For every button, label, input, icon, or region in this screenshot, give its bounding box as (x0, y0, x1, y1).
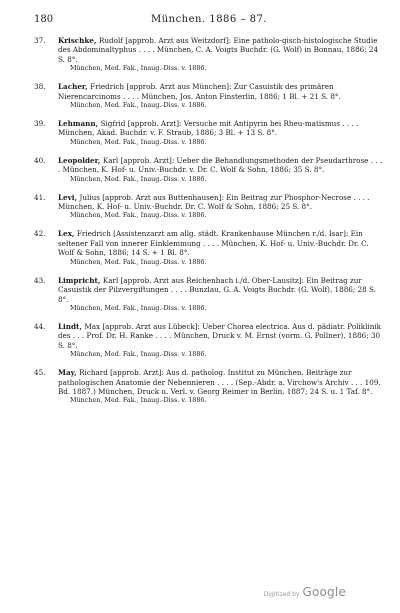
entry-place: München, Med. Fak., Inaug.-Diss. v. 1886. (70, 137, 207, 146)
entry-place: München, Med. Fak., Inaug.-Diss. v. 1886. (70, 101, 207, 110)
page-number: 180 (34, 14, 54, 25)
entry-number: 39. (34, 119, 46, 129)
entry-body (58, 119, 384, 147)
author-surname: Limpricht, (58, 275, 103, 285)
google-logo: Google (302, 585, 346, 599)
entry-text: Rudolf [approb. Arzt aus Weitzdorf]: Eine patholo-gisch-histologische Studie des Abdominaltyphus . . . . München, C. A. Voigts Buchdr. (G. Wolf) in Bonnau, 1886; 24 S. 8°. (58, 36, 379, 64)
author-surname: May, (58, 368, 80, 378)
author-surname: Lindt, (58, 321, 85, 331)
page-header (34, 14, 384, 26)
entry-place: München, Med. Fak., Inaug.-Diss. v. 1886. (70, 396, 207, 405)
author-surname: Lex, (58, 229, 77, 239)
entry-body (58, 276, 384, 313)
entry-number: 41. (34, 192, 46, 202)
entry-number: 42. (34, 229, 46, 239)
bibliography-entry (34, 229, 384, 266)
entry-text: Julius [approb. Arzt aus Buttenhausen]: Ein Beitrag zur Phosphor-Necrose . . . . München, K. Hof- u. Univ.-Buchdr. Dr. C. Wolf & Sohn, 1886; 25 S. 8°. (58, 192, 370, 212)
author-surname: Lehmann, (58, 119, 101, 129)
entry-body (58, 322, 384, 359)
bibliography-entry (34, 156, 384, 184)
entry-text: Karl [approb. Arzt]: Ueber die Behandlungsmethoden der Pseudarthrose . . . . München, K. Hof- u. Univ.-Buchdr. v. Dr. C. Wolf & Sohn, 1886; 35 S. 8°. (58, 155, 383, 175)
entry-number: 38. (34, 82, 46, 92)
entry-body (58, 229, 384, 266)
entry-text: Friedrich [Assistenzarzt am allg. städt. Krankenhause München r./d. Isar]: Ein seltener Fall von innerer Einklemmung . . . . München, K. Hof- u. Univ.-Buchdr. Dr. C. Wolf & Sohn, 1886; 14 S. + 1 Bl. 8°. (58, 229, 369, 258)
entry-place: München, Med. Fak., Inaug.-Diss. v. 1886. (70, 350, 207, 359)
bibliography-entry (34, 36, 384, 73)
author-surname: Lacher, (58, 82, 91, 92)
bibliography-entry (34, 193, 384, 221)
entry-place: München, Med. Fak., Inaug.-Diss. v. 1886. (70, 174, 207, 183)
entry-number: 43. (34, 275, 46, 285)
running-title: München. 1886 – 87. (150, 14, 268, 25)
entry-number: 44. (34, 321, 46, 331)
entry-list (34, 36, 384, 405)
entry-text: Friedrich [approb. Arzt aus München]: Zur Casuistik des primären Nierencarcinoms . . . . München, Jos. Anton Finsterlin, 1886; 1 Bl. + 21 S. 8°. (58, 82, 341, 101)
watermark-prefix: Digitized by (263, 591, 300, 598)
entry-text: Karl [approb. Arzt aus Reichenbach i./d. Ober-Lausitz]: Ein Beitrag zur Casuistik der Pilzvergiftungen . . . . Bunzlau, G. A. Voigts Buchdr. (G. Wolf), 1886; 28 S. 8°. (58, 275, 376, 304)
entry-place: München, Med. Fak., Inaug.-Diss. v. 1886. (70, 64, 207, 73)
entry-place: München, Med. Fak., Inaug.-Diss. v. 1886. (70, 257, 207, 266)
entry-number: 37. (34, 36, 46, 45)
bibliography-entry (34, 119, 384, 147)
entry-body (58, 36, 384, 73)
bibliography-entry (34, 276, 384, 313)
entry-place: München, Med. Fak., Inaug.-Diss. v. 1886. (70, 211, 207, 220)
digitized-watermark (264, 585, 346, 599)
author-surname: Krischke, (58, 36, 99, 45)
entry-body (58, 82, 384, 110)
author-surname: Leopolder, (58, 155, 103, 165)
entry-number: 40. (34, 155, 46, 165)
entry-place: München, Med. Fak., Inaug.-Diss. v. 1886. (70, 303, 207, 312)
bibliography-entry (34, 322, 384, 359)
entry-text: Sigfrid [approb. Arzt]: Versuche mit Antipyrin bei Rheu-matismus . . . . München, Akad. Buchdr. v. F. Straub, 1886; 3 Bl. + 13 S. 8°. (58, 119, 359, 138)
bibliography-entry (34, 82, 384, 110)
entry-text: Max [approb. Arzt aus Lübeck]: Ueber Chorea electrica. Aus d. pädiatr. Poliklinik des . . . Prof. Dr. H. Ranke . . . . München, Druck v. M. Ernst (vorm. G. Pollner), 1886; 30 S. 8°. (58, 321, 381, 350)
entry-text: Richard [approb. Arzt]: Aus d. patholog. Institut zu München. Beiträge zur pathologischen Anatomie der Nebennieren . . . . (Sep.-Abdr. a. Virchow's Archiv . . . 109. Bd. 1887.) München, Druck u. Verl. v. Georg Reimer in Berlin, 1887; 24 S. u. 1 Taf. 8°. (58, 368, 381, 396)
author-surname: Levi, (58, 192, 80, 202)
bibliography-entry (34, 368, 384, 405)
entry-body (58, 193, 384, 221)
entry-body (58, 156, 384, 184)
entry-number: 45. (34, 368, 46, 378)
entry-body (58, 368, 384, 405)
